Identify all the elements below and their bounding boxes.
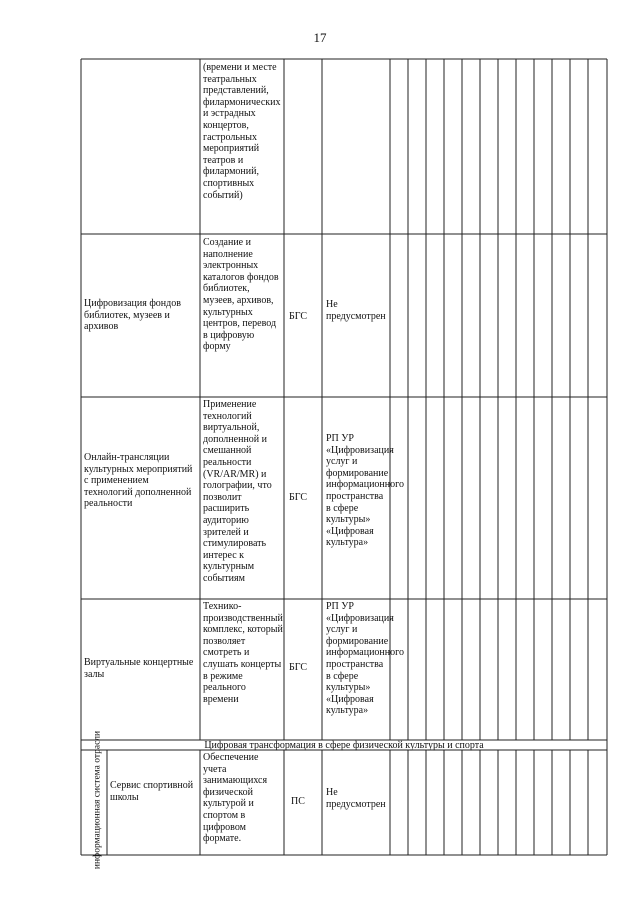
page-number: 17 <box>313 30 327 45</box>
row4-direction: Виртуальные концертные залы <box>84 657 194 680</box>
row2-activity: Создание и наполнение электронных каталогов фондов библиотек, музеев, архивов, культурных центров, перевод в цифровую форму <box>203 237 279 353</box>
row3-program: РП УР «Цифровизация услуг и формирование информационного пространства в сфере культуры» «Цифровая культура» <box>326 433 404 549</box>
vertical-label <box>88 730 108 870</box>
row2-source: БГС <box>289 311 308 322</box>
row1-activity: (времени и месте театральных представлений, филармонических и эстрадных концертов, гастрольных мероприятий театров и филармоний, спортивных событий) <box>203 62 281 201</box>
row3-source: БГС <box>289 492 308 503</box>
vertical-label-text: информационная система отрасли <box>92 730 103 870</box>
sport-direction: Сервис спортивной школы <box>110 780 194 803</box>
row4-program: РП УР «Цифровизация услуг и формирование информационного пространства в сфере культуры» «Цифровая культура» <box>326 601 404 717</box>
sport-activity: Обеспечение учета занимающихся физической культурой и спортом в цифровом формате. <box>203 752 268 845</box>
row4-source: БГС <box>289 662 308 673</box>
row3-activity: Применение технологий виртуальной, дополненной и смешанной реальности (VR/AR/MR) и голографии, что позволит расширить аудиторию зрителей и стимулировать интерес к культурным событиям <box>203 399 272 584</box>
row4-activity: Технико-производственный комплекс, который позволяет смотреть и слушать концерты в режиме реального времени <box>203 601 283 705</box>
sport-source: ПС <box>291 796 305 807</box>
row2-direction: Цифровизация фондов библиотек, музеев и архивов <box>84 298 181 333</box>
sport-program: Не предусмотрен <box>326 787 386 810</box>
row2-program: Не предусмотрен <box>326 299 386 322</box>
section-title: Цифровая трансформация в сфере физической культуры и спорта <box>204 740 484 751</box>
row3-direction: Онлайн-трансляции культурных мероприятий с применением технологий дополненной реальности <box>84 452 193 510</box>
